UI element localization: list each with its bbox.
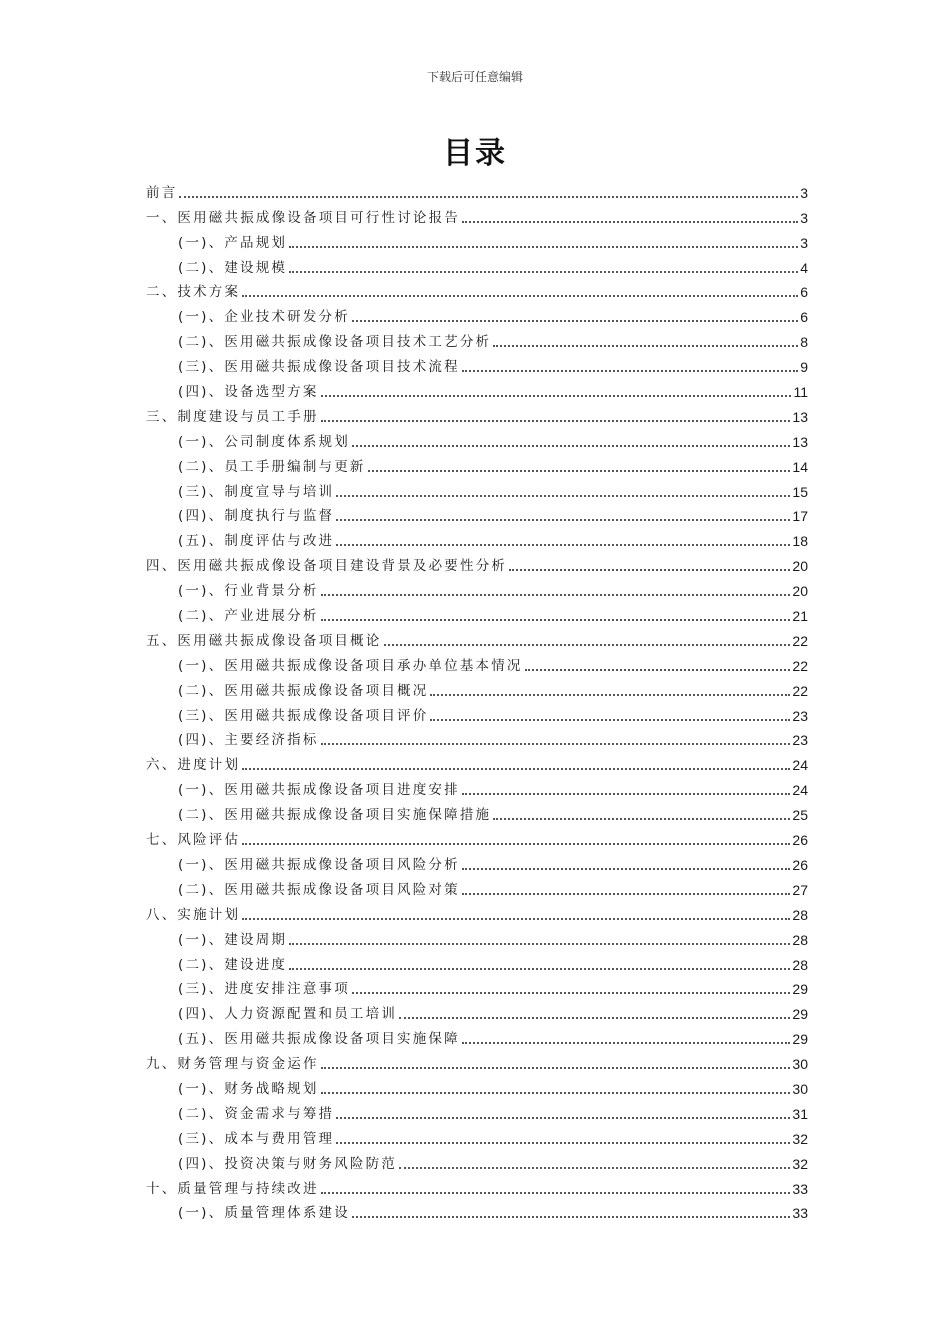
toc-leader-dots — [321, 742, 791, 745]
toc-leader-dots — [462, 867, 791, 870]
toc-entry[interactable] — [146, 799, 808, 824]
toc-entry[interactable] — [146, 874, 808, 899]
toc-entry-page: 6 — [800, 309, 808, 326]
toc-entry-text: (一)、行业背景分析 — [178, 583, 319, 600]
toc-entry-text: (一)、公司制度体系规划 — [178, 433, 350, 450]
toc-entry[interactable] — [146, 277, 808, 302]
toc-entry-page: 11 — [793, 384, 808, 401]
toc-entry[interactable] — [146, 824, 808, 849]
toc-entry[interactable] — [146, 1123, 808, 1148]
toc-leader-dots — [321, 419, 791, 422]
toc-entry-page: 22 — [792, 682, 808, 699]
toc-entry-text: 一、医用磁共振成像设备项目可行性讨论报告 — [146, 209, 460, 226]
toc-leader-dots — [352, 991, 790, 994]
toc-entry[interactable] — [146, 650, 808, 675]
toc-entry-page: 6 — [800, 284, 808, 301]
toc-entry-text: (一)、医用磁共振成像设备项目承办单位基本情况 — [178, 657, 523, 674]
toc-entry-page: 3 — [800, 209, 808, 226]
toc-entry[interactable] — [146, 924, 808, 949]
toc-entry-page: 28 — [792, 906, 808, 923]
toc-entry-page: 27 — [792, 881, 808, 898]
toc-entry-page: 24 — [792, 757, 808, 774]
toc-entry-text: 四、医用磁共振成像设备项目建设背景及必要性分析 — [146, 558, 508, 575]
toc-entry-text: 三、制度建设与员工手册 — [146, 408, 319, 425]
toc-entry-text: (一)、质量管理体系建设 — [178, 1205, 350, 1222]
toc-entry[interactable] — [146, 351, 808, 376]
toc-title: 目录 — [443, 136, 507, 171]
toc-entry-page: 20 — [792, 583, 808, 600]
toc-entry-page: 30 — [792, 1080, 808, 1097]
toc-entry-page: 31 — [792, 1105, 808, 1122]
toc-entry-text: 前言 — [146, 184, 178, 201]
toc-entry-page: 23 — [792, 732, 808, 749]
toc-entry-page: 23 — [792, 707, 808, 724]
toc-entry-text: (二)、医用磁共振成像设备项目技术工艺分析 — [178, 334, 492, 351]
toc-leader-dots — [289, 245, 798, 248]
toc-entry-page: 22 — [792, 632, 808, 649]
toc-entry-text: (四)、制度执行与监督 — [178, 508, 335, 525]
toc-entry-text: (四)、投资决策与财务风险防范 — [178, 1155, 398, 1172]
toc-leader-dots — [399, 1016, 790, 1019]
toc-leader-dots — [242, 842, 790, 845]
toc-entry[interactable] — [146, 575, 808, 600]
header-note: 下载后可任意编辑 — [426, 70, 523, 84]
toc-leader-dots — [462, 792, 791, 795]
toc-leader-dots — [336, 543, 790, 546]
toc-entry[interactable] — [146, 774, 808, 799]
toc-entry-page: 29 — [792, 1031, 808, 1048]
toc-leader-dots — [336, 494, 790, 497]
toc-entry-text: (二)、建设规模 — [178, 259, 288, 276]
toc-entry[interactable] — [146, 252, 808, 277]
toc-entry[interactable] — [146, 700, 808, 725]
toc-entry-page: 13 — [792, 433, 808, 450]
toc-entry[interactable] — [146, 476, 808, 501]
toc-leader-dots — [399, 1166, 790, 1169]
toc-entry-page: 24 — [792, 782, 808, 799]
toc-entry-text: (三)、成本与费用管理 — [178, 1130, 335, 1147]
toc-entry[interactable] — [146, 1098, 808, 1123]
toc-entry-text: (二)、产业进展分析 — [178, 608, 319, 625]
toc-entry-page: 26 — [792, 856, 808, 873]
toc-entry-text: (三)、医用磁共振成像设备项目技术流程 — [178, 359, 460, 376]
toc-entry-text: (一)、建设周期 — [178, 931, 288, 948]
toc-entry-page: 22 — [792, 657, 808, 674]
toc-entry-text: (五)、制度评估与改进 — [178, 533, 335, 550]
toc-leader-dots — [384, 643, 791, 646]
toc-entry[interactable] — [146, 1023, 808, 1048]
toc-entry-page: 15 — [792, 483, 808, 500]
toc-entry-text: 八、实施计划 — [146, 906, 241, 923]
toc-entry-text: (二)、资金需求与筹措 — [178, 1105, 335, 1122]
toc-leader-dots — [242, 767, 790, 770]
toc-leader-dots — [289, 967, 790, 970]
toc-entry-page: 14 — [792, 458, 808, 475]
toc-leader-dots — [336, 518, 790, 521]
toc-entry-page: 26 — [792, 832, 808, 849]
toc-leader-dots — [179, 195, 798, 198]
toc-entry-page: 17 — [792, 508, 808, 525]
toc-entry[interactable] — [146, 600, 808, 625]
toc-entry-text: 十、质量管理与持续改进 — [146, 1180, 319, 1197]
toc-entry-page: 32 — [792, 1130, 808, 1147]
toc-leader-dots — [430, 718, 790, 721]
toc-entry-page: 8 — [800, 334, 808, 351]
toc-leader-dots — [462, 892, 791, 895]
toc-leader-dots — [462, 220, 798, 223]
toc-entry-page: 21 — [792, 608, 808, 625]
toc-entry-text: 九、财务管理与资金运作 — [146, 1056, 319, 1073]
toc-entry[interactable] — [146, 177, 808, 202]
toc-entry-page: 33 — [792, 1205, 808, 1222]
toc-entry[interactable] — [146, 301, 808, 326]
toc-entry[interactable] — [146, 401, 808, 426]
toc-entry-page: 33 — [792, 1180, 808, 1197]
toc-entry-text: (四)、主要经济指标 — [178, 732, 319, 749]
toc-entry-text: (一)、企业技术研发分析 — [178, 309, 350, 326]
toc-entry-page: 28 — [792, 931, 808, 948]
toc-entry-text: (四)、人力资源配置和员工培训 — [178, 1006, 398, 1023]
toc-entry[interactable] — [146, 675, 808, 700]
toc-entry-page: 32 — [792, 1155, 808, 1172]
toc-entry-text: (一)、医用磁共振成像设备项目进度安排 — [178, 782, 460, 799]
toc-leader-dots — [321, 1191, 791, 1194]
toc-entry-text: (五)、医用磁共振成像设备项目实施保障 — [178, 1031, 460, 1048]
toc-entry-text: 六、进度计划 — [146, 757, 241, 774]
toc-entry[interactable] — [146, 426, 808, 451]
toc-leader-dots — [289, 942, 790, 945]
toc-entry-text: 二、技术方案 — [146, 284, 241, 301]
toc-leader-dots — [352, 319, 798, 322]
toc-leader-dots — [493, 817, 790, 820]
toc-entry-page: 3 — [800, 234, 808, 251]
toc-leader-dots — [352, 1215, 790, 1218]
toc-leader-dots — [336, 1116, 790, 1119]
toc-entry-page: 29 — [792, 981, 808, 998]
toc-entry-text: 七、风险评估 — [146, 832, 241, 849]
toc-entry[interactable] — [146, 725, 808, 750]
toc-entry[interactable] — [146, 326, 808, 351]
toc-entry[interactable] — [146, 849, 808, 874]
toc-entry-text: (一)、产品规划 — [178, 234, 288, 251]
toc-entry-text: (二)、医用磁共振成像设备项目概况 — [178, 682, 429, 699]
toc-leader-dots — [462, 1041, 791, 1044]
toc-entry[interactable] — [146, 998, 808, 1023]
toc-entry[interactable] — [146, 227, 808, 252]
toc-leader-dots — [430, 693, 790, 696]
toc-leader-dots — [336, 1141, 790, 1144]
toc-entry[interactable] — [146, 899, 808, 924]
toc-entry-text: (二)、医用磁共振成像设备项目风险对策 — [178, 881, 460, 898]
toc-entry-text: (四)、设备选型方案 — [178, 384, 319, 401]
toc-entry-text: (一)、医用磁共振成像设备项目风险分析 — [178, 856, 460, 873]
toc-leader-dots — [321, 1091, 791, 1094]
toc-entry-page: 9 — [800, 359, 808, 376]
toc-entry-page: 30 — [792, 1056, 808, 1073]
toc-entry-page: 28 — [792, 956, 808, 973]
toc-entry[interactable] — [146, 451, 808, 476]
toc-entry[interactable] — [146, 550, 808, 575]
toc-leader-dots — [289, 270, 798, 273]
toc-entry[interactable] — [146, 949, 808, 974]
toc-leader-dots — [321, 618, 791, 621]
toc-entry[interactable] — [146, 1173, 808, 1198]
toc-entry[interactable] — [146, 202, 808, 227]
toc-entry-page: 13 — [792, 408, 808, 425]
toc-entry[interactable] — [146, 501, 808, 526]
toc-entry[interactable] — [146, 974, 808, 999]
toc-entry-page: 29 — [792, 1006, 808, 1023]
toc-entry[interactable] — [146, 525, 808, 550]
toc-entry-text: (三)、进度安排注意事项 — [178, 981, 350, 998]
toc-leader-dots — [242, 294, 798, 297]
toc-leader-dots — [352, 444, 790, 447]
toc-entry-text: (一)、财务战略规划 — [178, 1080, 319, 1097]
toc-leader-dots — [368, 469, 791, 472]
toc-entry-page: 18 — [792, 533, 808, 550]
toc-entry[interactable] — [146, 1148, 808, 1173]
toc-leader-dots — [321, 1066, 791, 1069]
toc-entry-text: (二)、医用磁共振成像设备项目实施保障措施 — [178, 807, 492, 824]
toc-leader-dots — [242, 917, 790, 920]
toc-leader-dots — [321, 593, 791, 596]
toc-entry-page: 25 — [792, 807, 808, 824]
toc-entry-text: (三)、医用磁共振成像设备项目评价 — [178, 707, 429, 724]
toc-entry[interactable] — [146, 1073, 808, 1098]
toc-entry-text: (二)、建设进度 — [178, 956, 288, 973]
toc-entry[interactable] — [146, 749, 808, 774]
toc-entry-text: 五、医用磁共振成像设备项目概论 — [146, 632, 382, 649]
toc-entry-text: (二)、员工手册编制与更新 — [178, 458, 366, 475]
table-of-contents — [146, 177, 808, 1222]
toc-leader-dots — [509, 568, 790, 571]
toc-entry-page: 4 — [800, 259, 808, 276]
toc-entry[interactable] — [146, 1048, 808, 1073]
toc-entry-text: (三)、制度宣导与培训 — [178, 483, 335, 500]
toc-entry-page: 3 — [800, 184, 808, 201]
toc-entry[interactable] — [146, 1198, 808, 1223]
toc-leader-dots — [462, 369, 798, 372]
toc-entry-page: 20 — [792, 558, 808, 575]
toc-leader-dots — [493, 344, 798, 347]
toc-entry[interactable] — [146, 625, 808, 650]
toc-leader-dots — [525, 668, 791, 671]
toc-leader-dots — [321, 394, 792, 397]
toc-entry[interactable] — [146, 376, 808, 401]
